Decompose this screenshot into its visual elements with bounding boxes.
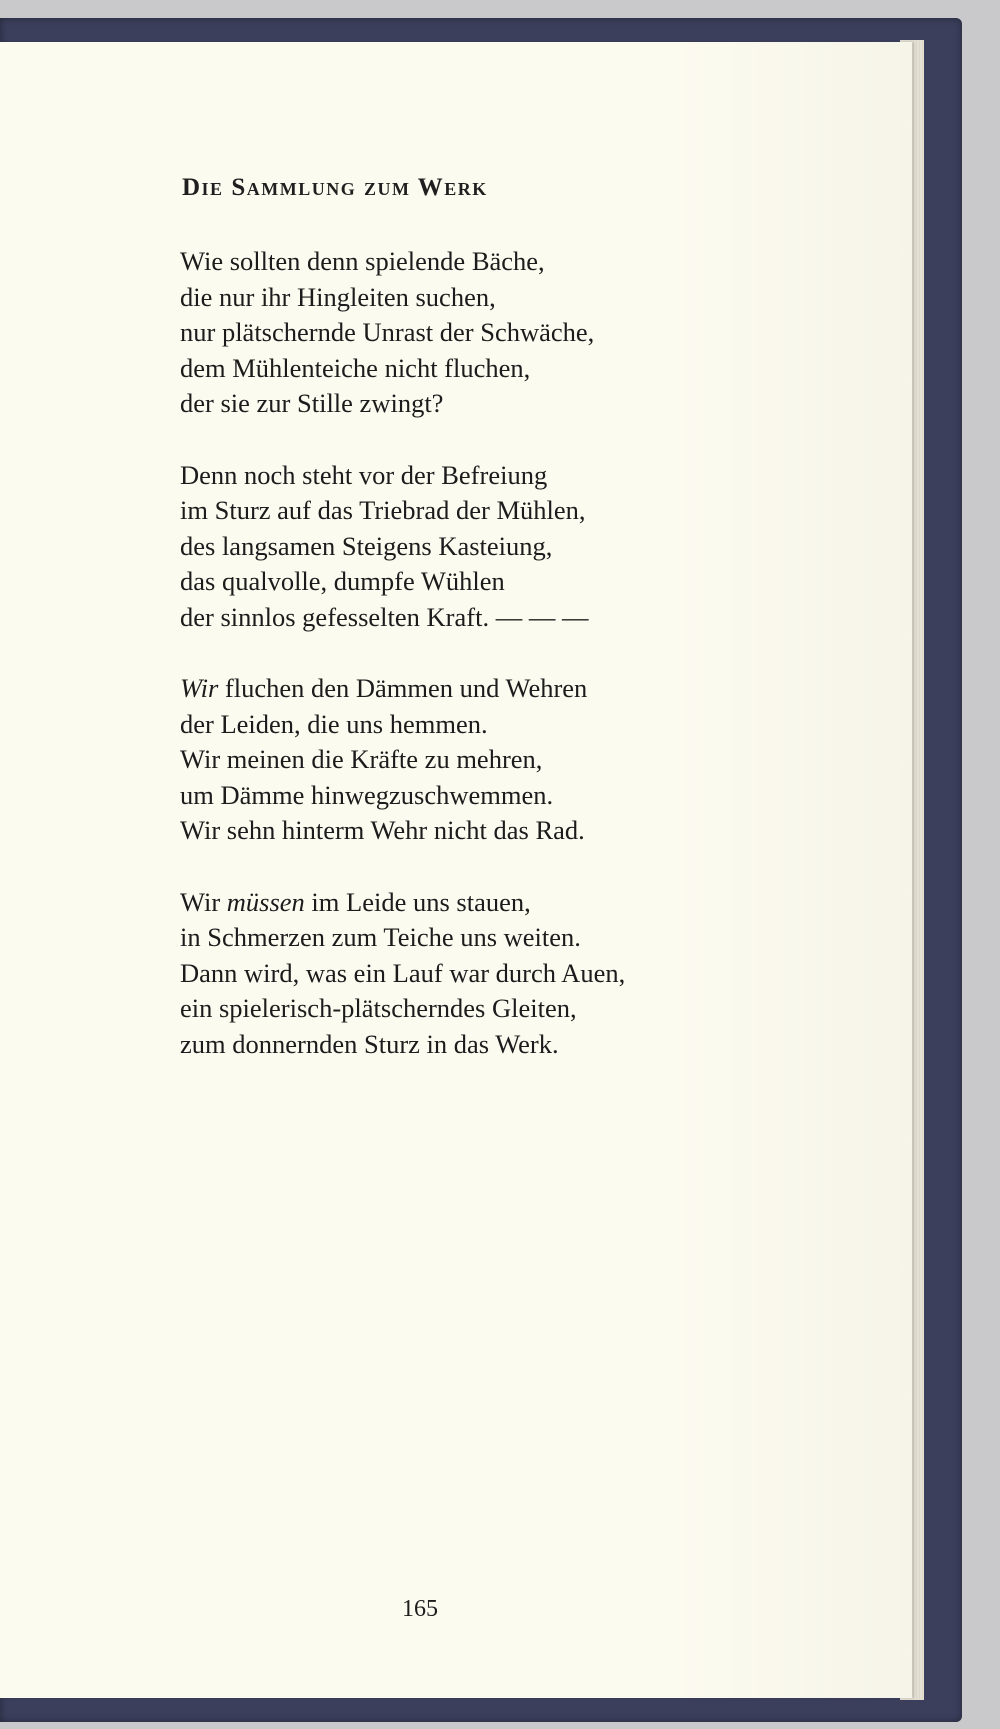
stanza-3 — [180, 671, 880, 849]
emphasis-word: Wir — [180, 673, 219, 703]
poem-line-start: Wir — [180, 886, 227, 917]
poem-line: Wir meinen die Kräfte zu mehren, — [180, 744, 543, 774]
stanza-2 — [180, 458, 880, 636]
poem-line: in Schmerzen zum Teiche uns weiten. — [180, 922, 581, 952]
poem-line: Denn noch steht vor der Befreiung — [180, 459, 548, 490]
poem-line: nur plätschernde Unrast der Schwäche, — [180, 317, 595, 347]
poem-line-rest: fluchen den Dämmen und Wehren — [218, 673, 588, 703]
page-number: 165 — [402, 1596, 438, 1622]
poem-line: der sie zur Stille zwingt? — [180, 388, 444, 418]
poem-line: das qualvolle, dumpfe Wühlen — [180, 566, 505, 596]
poem-line: der Leiden, die uns hemmen. — [180, 708, 488, 739]
poem-line: Wir sehn hinterm Wehr nicht das Rad. — [180, 815, 585, 845]
poem-line-rest: im Leide uns stauen, — [304, 886, 531, 917]
poem-line — [180, 671, 880, 707]
poem-line: des langsamen Steigens Kasteiung, — [180, 530, 553, 561]
poem-line: Wie sollten denn spielende Bäche, — [180, 246, 545, 276]
poem — [180, 244, 880, 1098]
emphasis-word: müssen — [226, 886, 305, 917]
poem-line: der sinnlos gefesselten Kraft. — — — — [180, 601, 589, 632]
poem-line: zum donnernden Sturz in das Werk. — [180, 1028, 559, 1059]
poem-line: im Sturz auf das Triebrad der Mühlen, — [180, 495, 586, 525]
poem-line: um Dämme hinwegzuschwemmen. — [180, 779, 554, 810]
stanza-1 — [180, 244, 880, 422]
poem-line: Dann wird, was ein Lauf war durch Auen, — [180, 957, 626, 988]
poem-line: dem Mühlenteiche nicht fluchen, — [180, 352, 531, 383]
poem-line: die nur ihr Hingleiten suchen, — [180, 281, 496, 312]
stanza-4 — [180, 885, 880, 1063]
poem-line: ein spielerisch-plätscherndes Gleiten, — [180, 993, 577, 1023]
book-page — [0, 42, 912, 1698]
chapter-title: Die Sammlung zum Werk — [182, 174, 488, 201]
poem-line — [180, 885, 880, 921]
